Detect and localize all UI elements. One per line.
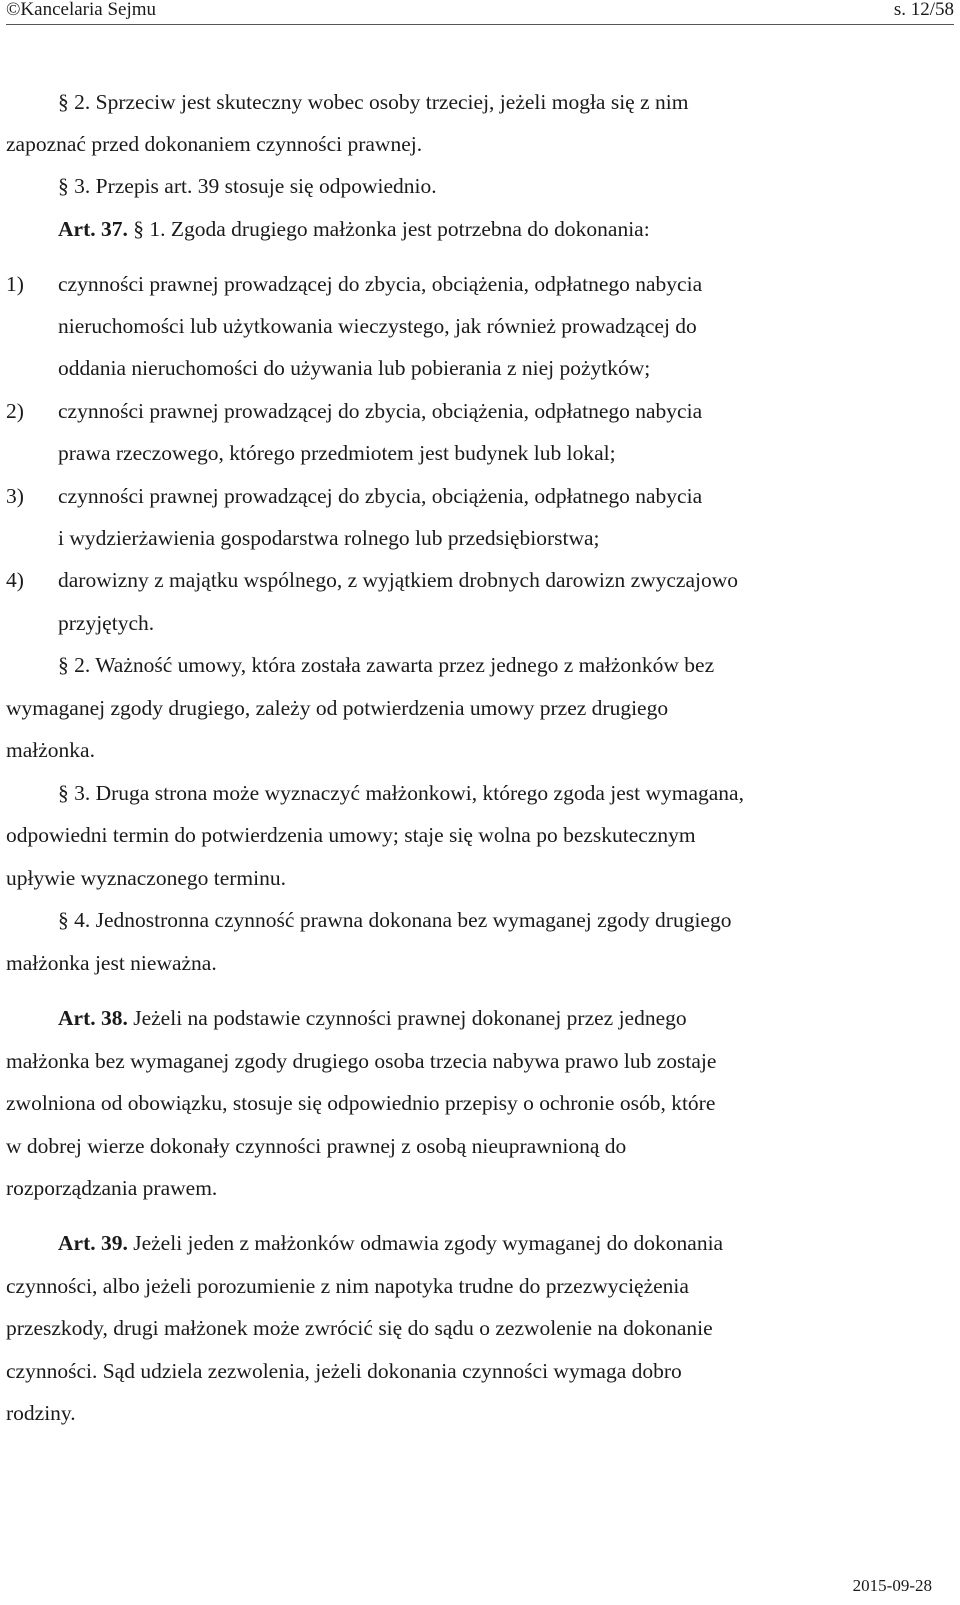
paragraph-line: rozporządzania prawem. bbox=[6, 1176, 218, 1200]
list-item-line: i wydzierżawienia gospodarstwa rolnego lub przedsiębiorstwa; bbox=[58, 526, 600, 550]
paragraph-line: czynności. Sąd udziela zezwolenia, jeżeli dokonania czynności wymaga dobro bbox=[6, 1359, 682, 1383]
paragraph-line: § 3. Przepis art. 39 stosuje się odpowiednio. bbox=[58, 174, 437, 198]
paragraph-line: małżonka jest nieważna. bbox=[6, 951, 217, 975]
list-item-line: nieruchomości lub użytkowania wieczystego, jak również prowadzącej do bbox=[58, 314, 697, 338]
paragraph-line: wymaganej zgody drugiego, zależy od potwierdzenia umowy przez drugiego bbox=[6, 696, 669, 720]
footer-date: 2015-09-28 bbox=[852, 1576, 932, 1595]
paragraph-line: małżonka bez wymaganej zgody drugiego osoba trzecia nabywa prawo lub zostaje bbox=[6, 1049, 717, 1073]
paragraph-line: § 3. Druga strona może wyznaczyć małżonkowi, którego zgoda jest wymagana, bbox=[58, 781, 744, 805]
paragraph-line: § 4. Jednostronna czynność prawna dokonana bez wymaganej zgody drugiego bbox=[58, 908, 732, 932]
list-item-line: czynności prawnej prowadzącej do zbycia, obciążenia, odpłatnego nabycia bbox=[58, 484, 703, 508]
paragraph-line: § 2. Ważność umowy, która została zawarta przez jednego z małżonków bez bbox=[58, 653, 715, 677]
list-item-line: darowizny z majątku wspólnego, z wyjątkiem drobnych darowizn zwyczajowo bbox=[58, 568, 739, 592]
list-item-line: czynności prawnej prowadzącej do zbycia, obciążenia, odpłatnego nabycia bbox=[58, 272, 703, 296]
article-37-heading bbox=[58, 216, 905, 242]
list-item-line: przyjętych. bbox=[58, 611, 155, 635]
list-number: 4) bbox=[6, 568, 24, 592]
article-label: Art. 38. bbox=[58, 1006, 128, 1030]
paragraph-line: małżonka. bbox=[6, 738, 95, 762]
article-label: Art. 39. bbox=[58, 1231, 128, 1255]
article-label: Art. 37. bbox=[58, 217, 128, 241]
paragraph-line: zwolniona od obowiązku, stosuje się odpowiednio przepisy o ochronie osób, które bbox=[6, 1091, 716, 1115]
list-number: 2) bbox=[6, 399, 24, 423]
header-page-number: s. 12/58 bbox=[893, 0, 954, 20]
paragraph-line: przeszkody, drugi małżonek może zwrócić się do sądu o zezwolenie na dokonanie bbox=[6, 1316, 713, 1340]
list-number: 3) bbox=[6, 484, 24, 508]
article-text: Jeżeli na podstawie czynności prawnej dokonanej przez jednego bbox=[133, 1006, 687, 1030]
list-item-line: prawa rzeczowego, którego przedmiotem jest budynek lub lokal; bbox=[58, 441, 616, 465]
paragraph-line: odpowiedni termin do potwierdzenia umowy; staje się wolna po bezskutecznym bbox=[6, 823, 696, 847]
paragraph-line: zapoznać przed dokonaniem czynności prawnej. bbox=[6, 132, 423, 156]
list-number: 1) bbox=[6, 272, 24, 296]
paragraph-line: upływie wyznaczonego terminu. bbox=[6, 866, 287, 890]
article-38-heading bbox=[58, 1005, 905, 1031]
article-39-heading bbox=[58, 1230, 905, 1256]
paragraph-line: w dobrej wierze dokonały czynności prawnej z osobą nieuprawnioną do bbox=[6, 1134, 627, 1158]
paragraph-line: § 2. Sprzeciw jest skuteczny wobec osoby trzeciej, jeżeli mogła się z nim bbox=[58, 90, 689, 114]
page-header bbox=[6, 0, 954, 25]
list-item-line: oddania nieruchomości do używania lub pobierania z niej pożytków; bbox=[58, 356, 651, 380]
paragraph-line: czynności, albo jeżeli porozumienie z nim napotyka trudne do przezwyciężenia bbox=[6, 1274, 689, 1298]
list-item-line: czynności prawnej prowadzącej do zbycia, obciążenia, odpłatnego nabycia bbox=[58, 399, 703, 423]
header-publisher: ©Kancelaria Sejmu bbox=[6, 0, 157, 20]
paragraph-line: rodziny. bbox=[6, 1401, 76, 1425]
article-text: § 1. Zgoda drugiego małżonka jest potrzebna do dokonania: bbox=[133, 217, 650, 241]
article-text: Jeżeli jeden z małżonków odmawia zgody wymaganej do dokonania bbox=[133, 1231, 724, 1255]
